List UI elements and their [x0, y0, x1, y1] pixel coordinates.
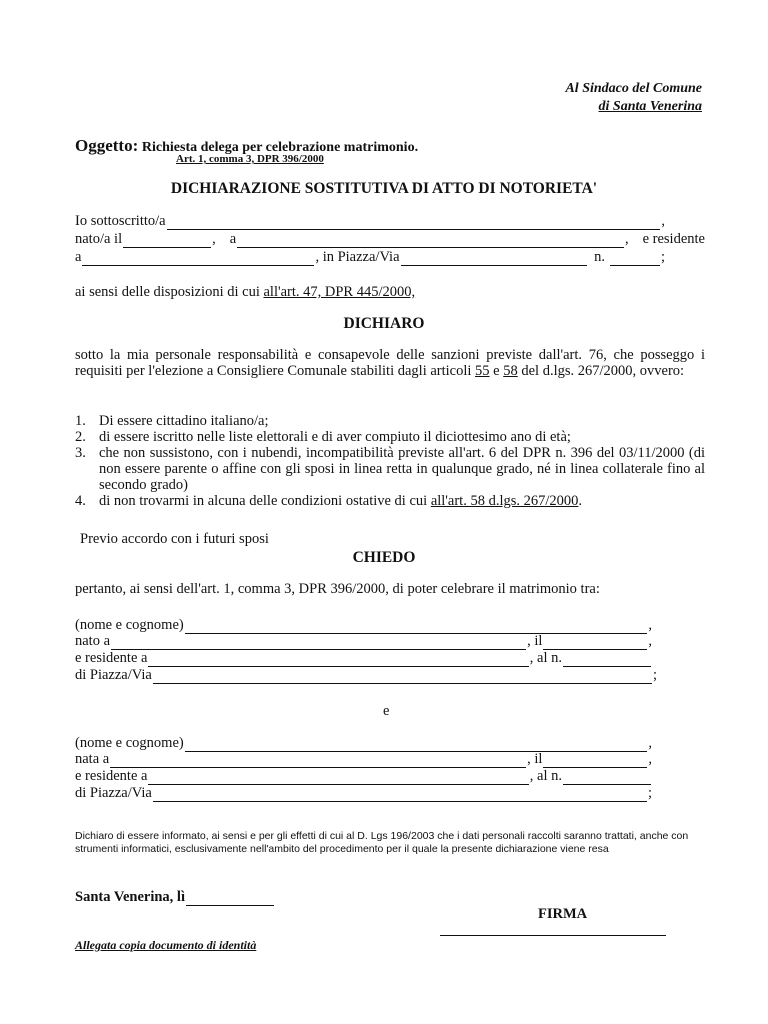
square-label: , in Piazza/Via	[315, 249, 400, 265]
date-field[interactable]	[186, 891, 274, 906]
declarant-name-line	[75, 213, 665, 230]
spouse1-number-field[interactable]	[563, 652, 651, 667]
legal-basis-link: all'art. 47, DPR 445/2000,	[263, 284, 416, 300]
spouse2-number-field[interactable]	[563, 770, 651, 785]
spouse2-name-field[interactable]	[185, 737, 648, 752]
residence-city-field[interactable]	[82, 251, 314, 266]
spouse2-birthplace-field[interactable]	[110, 753, 526, 768]
birth-date-field[interactable]	[123, 233, 211, 248]
spouse1-street-field[interactable]	[153, 669, 652, 684]
spouse1-name-line: (nome e cognome) ,	[75, 617, 652, 633]
place-date-line: Santa Venerina, lì	[75, 889, 275, 906]
residence-label: a	[75, 249, 82, 265]
birthplace-field[interactable]	[237, 233, 624, 248]
legal-basis: ai sensi delle disposizioni di cui all'art. 47, DPR 445/2000,	[75, 284, 416, 300]
art58-link: 58	[503, 363, 518, 379]
comma-label: ,	[661, 213, 665, 229]
conjunction: e	[383, 703, 390, 719]
agreement-text: Previo accordo con i futuri sposi	[80, 531, 269, 547]
list-item: 1. Di essere cittadino italiano/a;	[75, 413, 269, 429]
street-number-field[interactable]	[610, 251, 660, 266]
declarant-birth-line: nato/a il , a , e residente	[75, 231, 705, 247]
spouse1-name-field[interactable]	[185, 619, 648, 634]
document-title: DICHIARAZIONE SOSTITUTIVA DI ATTO DI NOTORIETA'	[170, 180, 598, 197]
spouse1-birthplace-field[interactable]	[111, 635, 526, 650]
semicolon-label: ;	[660, 249, 665, 265]
attachment-note: Allegata copia documento di identità	[75, 938, 257, 952]
resident-label: e residente	[642, 231, 705, 247]
requirements-list	[75, 413, 705, 509]
spouse1-birth-line: nato a , il ,	[75, 633, 652, 649]
art58-dlgs-link: all'art. 58 d.lgs. 267/2000	[430, 493, 579, 509]
recipient-line1: Al Sindaco del Comune	[565, 81, 702, 96]
request-heading: CHIEDO	[352, 549, 416, 566]
born-label: nato/a il	[75, 231, 123, 247]
street-field[interactable]	[401, 251, 588, 266]
subject-text: Richiesta delega per celebrazione matrimonio.	[141, 140, 419, 155]
declarant-address-line	[75, 249, 665, 266]
subject-reference: Art. 1, comma 3, DPR 396/2000	[176, 153, 324, 165]
spouse2-residence-line: e residente a , al n.	[75, 768, 652, 785]
spouse2-street-line: di Piazza/Via ;	[75, 785, 652, 801]
spouse2-name-line: (nome e cognome) ,	[75, 735, 652, 751]
signature-label: FIRMA	[538, 906, 588, 922]
undersigned-label: Io sottoscritto/a	[75, 213, 166, 229]
request-text: pertanto, ai sensi dell'art. 1, comma 3, DPR 396/2000, di poter celebrare il matrimonio tra:	[75, 581, 600, 597]
spouse1-street-line: di Piazza/Via ;	[75, 667, 657, 683]
list-item: 2. di essere iscritto nelle liste elettorali e di aver compiuto il diciottesimo ano di età;	[75, 429, 571, 445]
number-label: n.	[594, 249, 605, 265]
spouse1-residence-line: e residente a , al n.	[75, 650, 652, 667]
declare-heading: DICHIARO	[343, 315, 425, 332]
recipient-line2: di Santa Venerina	[598, 99, 702, 114]
spouse2-residence-field[interactable]	[148, 770, 528, 785]
spouse2-birth-line: nata a , il ,	[75, 751, 652, 767]
privacy-statement: Dichiaro di essere informato, ai sensi e per gli effetti di cui al D. Lgs 196/2003 che i dati personali raccolti saranno trattati, anche con strumenti informatici, esclusivamente nell'ambito del procedimento per il quale la presente dichiarazione viene resa	[75, 830, 689, 855]
spouse2-birthdate-field[interactable]	[543, 753, 647, 768]
requirements-paragraph: sotto la mia personale responsabilità e consapevole delle sanzioni previste dall'art. 76, che posseggo i requisiti per l'elezione a Consigliere Comunale stabiliti dagli articoli 55 e 58 del d.lgs. 267/2000, ovvero:	[75, 347, 705, 379]
subject-label: Oggetto:	[75, 136, 139, 155]
signature-field[interactable]	[440, 935, 666, 936]
spouse2-street-field[interactable]	[153, 787, 647, 802]
art55-link: 55	[475, 363, 490, 379]
declarant-name-field[interactable]	[167, 215, 661, 230]
spouse1-residence-field[interactable]	[148, 652, 528, 667]
birthplace-label: a	[229, 231, 237, 247]
spouse1-birthdate-field[interactable]	[543, 635, 647, 650]
list-item: 3. che non sussistono, con i nubendi, incompatibilità previste all'art. 6 del DPR n. 396 del 03/11/2000 (di non essere parente o affine con gli sposi in linea retta in qualunque grado, né in linea collaterale fino al secondo grado)	[75, 445, 705, 493]
list-item: 4. di non trovarmi in alcuna delle condizioni ostative di cui all'art. 58 d.lgs. 267/2000.	[75, 493, 583, 509]
